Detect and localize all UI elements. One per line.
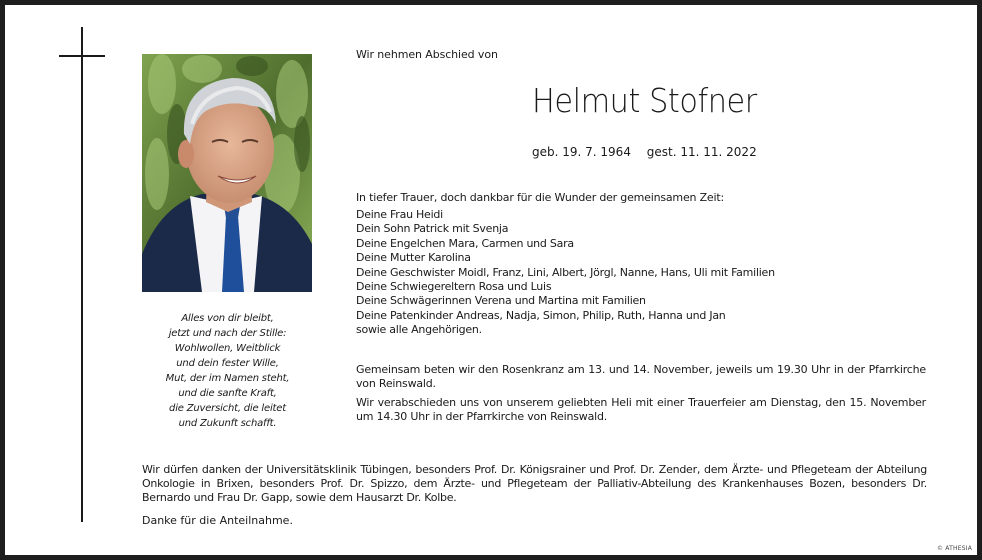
birth-date: geb. 19. 7. 1964 — [532, 145, 631, 159]
quote-line: und Zukunft schafft. — [178, 418, 277, 429]
quote-line: Alles von dir bleibt, — [181, 313, 274, 324]
cross-horizontal-bar — [59, 55, 105, 57]
mourner-line: Deine Mutter Karolina — [356, 251, 471, 265]
death-date: gest. 11. 11. 2022 — [646, 145, 757, 159]
cross-vertical-bar — [81, 27, 83, 522]
quote-line: die Zuversicht, die leitet — [169, 403, 286, 414]
funeral-notice: Wir verabschieden uns von unserem geliebten Heli mit einer Trauerfeier am Dienstag, den 15. November um 14.30 Uhr in der Pfarrkirche von Reinswald. — [356, 396, 926, 423]
mourner-line: Deine Patenkinder Andreas, Nadja, Simon, Philip, Ruth, Hanna und Jan — [356, 308, 726, 322]
quote-line: Mut, der im Namen steht, — [165, 373, 290, 384]
deceased-name: Helmut Stofner — [532, 81, 757, 120]
mourner-line: Deine Schwiegereltern Rosa und Luis — [356, 280, 552, 294]
mourner-line: sowie alle Angehörigen. — [356, 323, 482, 337]
memorial-quote — [150, 311, 305, 431]
quote-line: und dein fester Wille, — [176, 358, 279, 369]
mourner-line: Deine Engelchen Mara, Carmen und Sara — [356, 236, 574, 250]
quote-line: Wohlwollen, Weitblick — [174, 343, 281, 354]
mourner-line: Deine Frau Heidi — [356, 208, 443, 221]
mourner-line: Deine Schwägerinnen Verena und Martina mit Familien — [356, 294, 646, 308]
mourning-intro: In tiefer Trauer, doch dankbar für die Wunder der gemeinsamen Zeit: — [356, 191, 724, 204]
life-dates — [532, 145, 769, 159]
quote-line: und die sanfte Kraft, — [178, 388, 277, 399]
rosary-notice: Gemeinsam beten wir den Rosenkranz am 13. und 14. November, jeweils um 19.30 Uhr in der Pfarrkirche von Reinswald. — [356, 363, 926, 390]
mourners-list — [356, 208, 775, 338]
quote-line: jetzt und nach der Stille: — [168, 328, 287, 339]
intro-text: Wir nehmen Abschied von — [356, 48, 498, 61]
copyright-mark: © ATHESIA — [937, 545, 972, 552]
thanks-paragraph: Wir dürfen danken der Universitätsklinik Tübingen, besonders Prof. Dr. Königsrainer und Prof. Dr. Zender, dem Ärzte- und Pflegeteam der Abteilung Onkologie in Brixen, besonders Prof. Dr. Spizzo, dem Ärzte- und Pflegeteam der Palliativ-Abteilung des Krankenhauses Bozen, besonders Dr. Bernardo und Frau Dr. Gapp, sowie dem Hausarzt Dr. Kolbe. — [142, 463, 927, 505]
mourner-line: Dein Sohn Patrick mit Svenja — [356, 222, 509, 236]
closing-line: Danke für die Anteilnahme. — [142, 514, 293, 527]
mourner-line: Deine Geschwister Moidl, Franz, Lini, Albert, Jörgl, Nanne, Hans, Uli mit Familien — [356, 265, 775, 279]
portrait-photo — [142, 54, 312, 292]
